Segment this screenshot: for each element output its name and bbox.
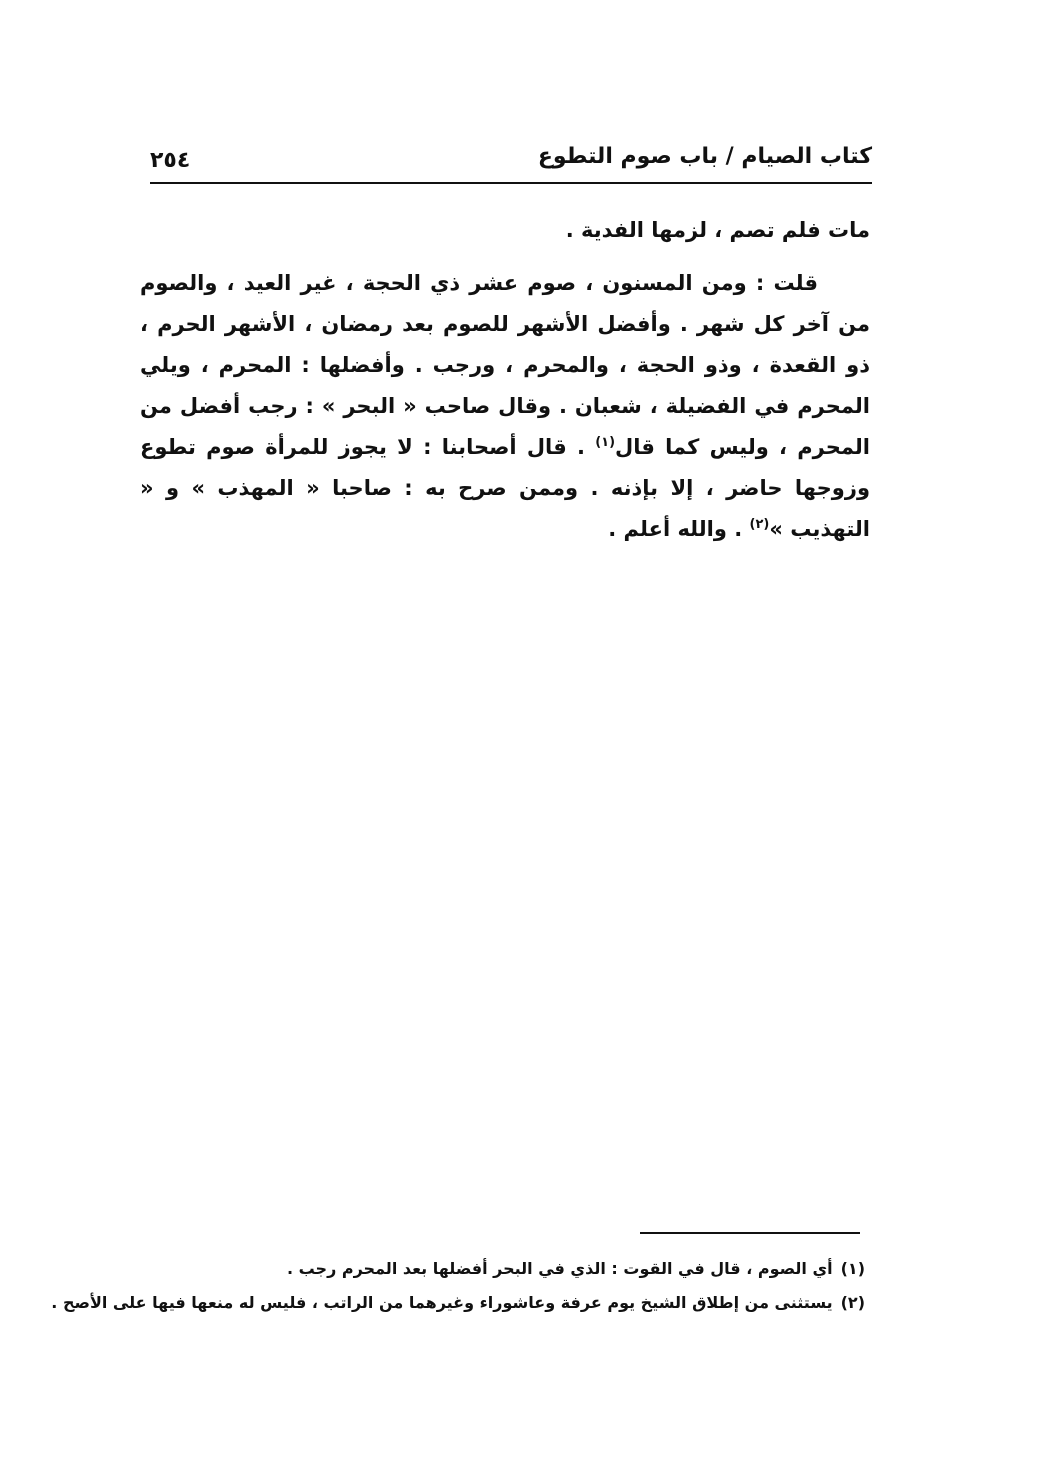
main-paragraph bbox=[140, 263, 870, 550]
footnote-ref-2[interactable]: (٢) bbox=[749, 517, 770, 532]
footnote-1 bbox=[130, 1252, 865, 1286]
opening-line: مات فلم تصم ، لزمها الفدية . bbox=[565, 218, 870, 242]
page-header bbox=[150, 140, 872, 180]
footnote-rule bbox=[640, 1232, 860, 1234]
running-title: كتاب الصيام / باب صوم التطوع bbox=[537, 144, 872, 169]
paragraph-part-1: قلت : ومن المسنون ، صوم عشر ذي الحجة ، غير العيد ، والصوم من آخر كل شهر . وأفضل الأشهر للصوم بعد رمضان ، الأشهر الحرم ، ذو القعدة ، وذو الحجة ، والمحرم ، ورجب . وأفضلها : المحرم ، ويلي المحرم في الفضيلة ، شعبان . وقال صاحب « البحر » : رجب أفضل من المحرم ، وليس كما قال bbox=[140, 271, 871, 459]
footnote-text: أي الصوم ، قال في القوت : الذي في البحر أفضلها بعد المحرم رجب . bbox=[286, 1259, 833, 1278]
page-number: ٢٥٤ bbox=[150, 148, 191, 173]
header-rule bbox=[150, 182, 872, 184]
footnote-ref-1[interactable]: (١) bbox=[595, 435, 616, 450]
footnote-number: (٢) bbox=[840, 1293, 865, 1312]
footnote-text: يستثنى من إطلاق الشيخ يوم عرفة وعاشوراء وغيرهما من الراتب ، فليس له منعها فيها على الأصح . bbox=[51, 1293, 833, 1312]
paragraph-part-3: . والله أعلم . bbox=[608, 517, 750, 541]
paragraph-part-2: . قال أصحابنا : لا يجوز للمرأة صوم تطوع وزوجها حاضر ، إلا بإذنه . وممن صرح به : صاحبا « المهذب » و « التهذيب » bbox=[140, 435, 870, 541]
footnote-2 bbox=[51, 1286, 865, 1320]
footnotes bbox=[51, 1252, 865, 1320]
main-text bbox=[140, 210, 870, 550]
footnote-number: (١) bbox=[840, 1259, 865, 1278]
